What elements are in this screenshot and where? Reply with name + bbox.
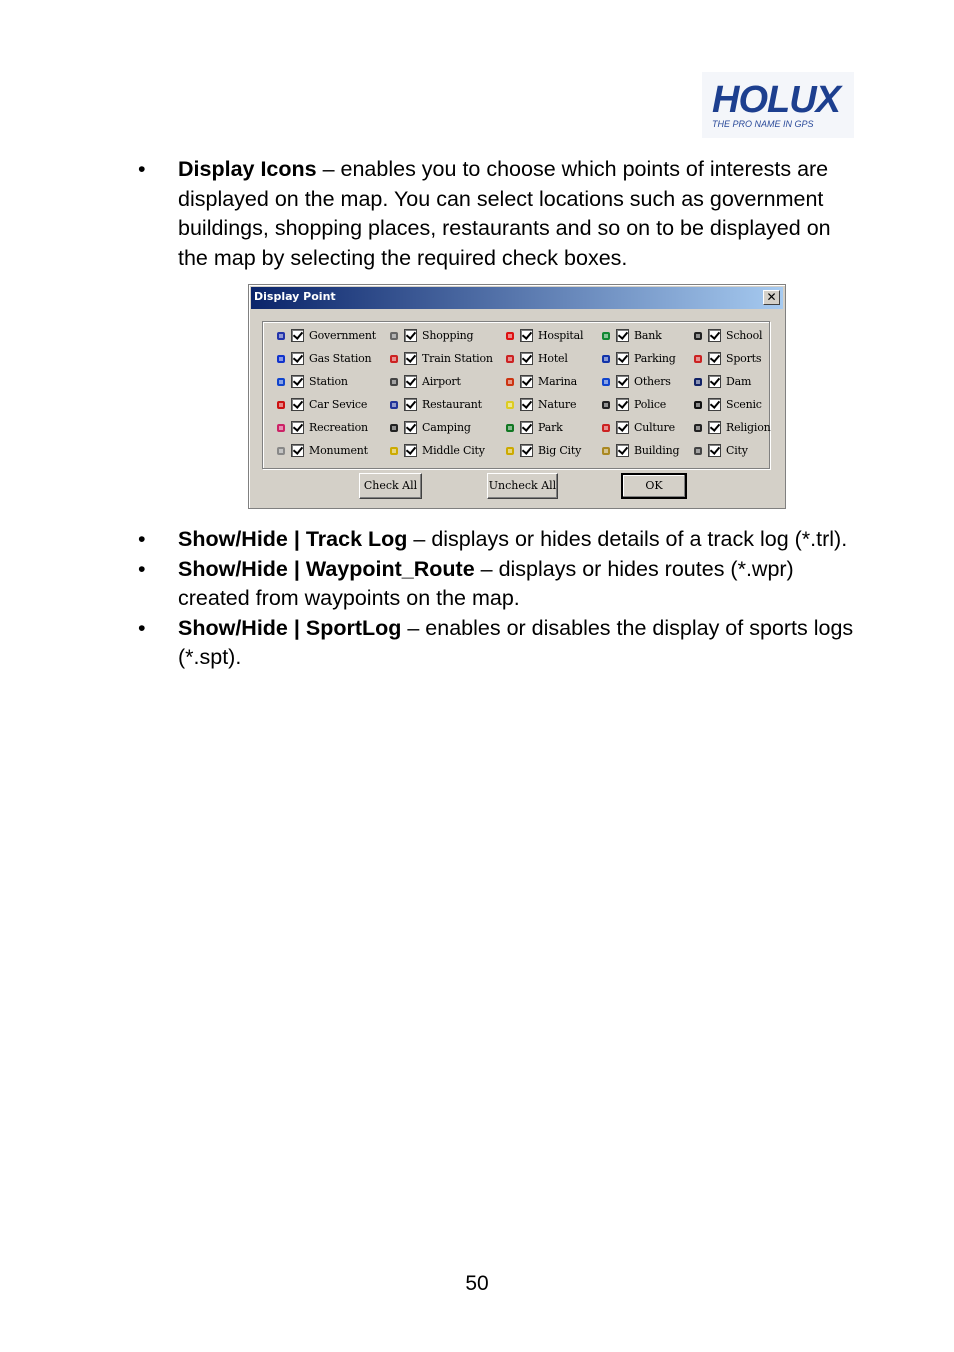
bullet-term: Show/Hide | Track Log <box>178 527 408 551</box>
poi-checkbox[interactable] <box>616 329 629 342</box>
car-service-icon <box>275 399 287 411</box>
poi-checkbox[interactable] <box>291 398 304 411</box>
city-icon <box>692 445 704 457</box>
poi-label: Restaurant <box>422 398 482 411</box>
poi-item <box>504 328 614 344</box>
poi-checkbox[interactable] <box>616 444 629 457</box>
poi-label: School <box>726 329 763 342</box>
police-icon <box>600 399 612 411</box>
gas-pump-icon <box>275 353 287 365</box>
poi-item <box>692 443 802 459</box>
uncheck-all-button[interactable]: Uncheck All <box>487 473 558 499</box>
tent-icon <box>388 422 400 434</box>
poi-checkbox[interactable] <box>291 421 304 434</box>
poi-item <box>504 351 614 367</box>
bullet-text: – enables or disables the display of sports logs (*.spt). <box>178 615 854 670</box>
poi-item <box>275 397 385 413</box>
poi-item <box>504 420 614 436</box>
anchor-icon <box>504 376 516 388</box>
train-icon <box>388 353 400 365</box>
page-number: 50 <box>465 1272 489 1295</box>
poi-label: Recreation <box>309 421 368 434</box>
culture-icon <box>600 422 612 434</box>
bullet-term: Display Icons <box>178 157 317 181</box>
religion-icon <box>692 422 704 434</box>
check-all-button[interactable]: Check All <box>359 473 422 499</box>
poi-label: Sports <box>726 352 762 365</box>
poi-checkbox[interactable] <box>520 444 533 457</box>
poi-item <box>275 374 385 390</box>
poi-item <box>388 420 498 436</box>
poi-item <box>692 420 802 436</box>
poi-label: Park <box>538 421 563 434</box>
camera-icon <box>692 399 704 411</box>
flag-icon <box>275 330 287 342</box>
poi-checkbox[interactable] <box>708 421 721 434</box>
poi-item <box>504 443 614 459</box>
poi-checkbox[interactable] <box>616 398 629 411</box>
plane-icon <box>388 376 400 388</box>
poi-label: Station <box>309 375 348 388</box>
logo-tagline: THE PRO NAME IN GPS <box>712 119 814 129</box>
poi-checkbox[interactable] <box>404 398 417 411</box>
poi-checkbox[interactable] <box>708 329 721 342</box>
monument-icon <box>275 445 287 457</box>
poi-item <box>388 374 498 390</box>
poi-checkbox[interactable] <box>404 329 417 342</box>
poi-checkbox[interactable] <box>404 375 417 388</box>
poi-label: Others <box>634 375 671 388</box>
poi-label: Train Station <box>422 352 493 365</box>
poi-checkbox[interactable] <box>291 375 304 388</box>
poi-checkbox[interactable] <box>520 329 533 342</box>
poi-label: Marina <box>538 375 578 388</box>
dot-icon <box>600 376 612 388</box>
bullet-sportlog: • Show/Hide | SportLog – enables or disables the display of sports logs (*.spt). <box>138 615 854 670</box>
poi-label: Nature <box>538 398 577 411</box>
smiley-icon <box>275 422 287 434</box>
poi-item <box>388 328 498 344</box>
poi-label: Government <box>309 329 376 342</box>
bullet-text: – displays or hides details of a track log (*.trl). <box>407 527 848 551</box>
car-icon <box>275 376 287 388</box>
poi-checkbox[interactable] <box>404 444 417 457</box>
poi-item <box>275 328 385 344</box>
display-point-dialog <box>248 284 786 509</box>
building-icon <box>600 445 612 457</box>
poi-label: Airport <box>422 375 461 388</box>
poi-label: Culture <box>634 421 675 434</box>
sun-icon <box>504 399 516 411</box>
poi-group <box>262 321 770 469</box>
poi-item <box>388 351 498 367</box>
dam-icon <box>692 376 704 388</box>
poi-label: Shopping <box>422 329 474 342</box>
poi-label: Hotel <box>538 352 568 365</box>
poi-item <box>504 397 614 413</box>
hotel-icon <box>504 353 516 365</box>
poi-label: Bank <box>634 329 662 342</box>
parking-icon <box>600 353 612 365</box>
globe-icon <box>600 330 612 342</box>
poi-item <box>692 351 802 367</box>
poi-label: Police <box>634 398 667 411</box>
poi-item <box>692 397 802 413</box>
ok-button[interactable]: OK <box>621 473 687 499</box>
logo-brand: HOLUX <box>712 79 840 121</box>
poi-item <box>692 374 802 390</box>
poi-checkbox[interactable] <box>616 421 629 434</box>
bullets-bottom <box>130 525 860 673</box>
poi-item <box>275 351 385 367</box>
bullet-waypoint-route: • Show/Hide | Waypoint_Route – displays or hides routes (*.wpr) created from waypoints on the map. <box>138 556 794 611</box>
poi-checkbox[interactable] <box>708 398 721 411</box>
poi-label: Building <box>634 444 680 457</box>
bullet-text: – displays or hides routes (*.wpr) created from waypoints on the map. <box>178 556 794 611</box>
fork-knife-icon <box>388 399 400 411</box>
poi-checkbox[interactable] <box>291 352 304 365</box>
close-icon: ✕ <box>766 290 777 304</box>
poi-item <box>388 443 498 459</box>
poi-item <box>275 420 385 436</box>
poi-label: Religion <box>726 421 771 434</box>
holux-logo <box>702 72 854 138</box>
poi-checkbox[interactable] <box>404 421 417 434</box>
poi-checkbox[interactable] <box>616 352 629 365</box>
dialog-titlebar <box>251 287 783 309</box>
big-city-icon <box>504 445 516 457</box>
poi-checkbox[interactable] <box>520 375 533 388</box>
bullet-text: – enables you to choose which points of interests are displayed on the map. You can select locations such as government buildings, shopping places, restaurants and so on to be displayed on the map by selecting the required check boxes. <box>178 157 831 270</box>
book-icon <box>692 330 704 342</box>
runner-icon <box>692 353 704 365</box>
poi-checkbox[interactable] <box>708 352 721 365</box>
poi-checkbox[interactable] <box>708 444 721 457</box>
poi-checkbox[interactable] <box>708 375 721 388</box>
poi-label: Dam <box>726 375 752 388</box>
hospital-icon <box>504 330 516 342</box>
poi-item <box>388 397 498 413</box>
poi-checkbox[interactable] <box>291 444 304 457</box>
dialog-title: Display Point <box>254 290 336 303</box>
poi-label: Monument <box>309 444 368 457</box>
bullet-track-log: • Show/Hide | Track Log – displays or hides details of a track log (*.trl). <box>138 527 848 551</box>
bullet-display-icons: • Display Icons – enables you to choose which points of interests are displayed on the map. You can select locations such as government buildings, shopping places, restaurants and so on to be displayed on the map by selecting the required check boxes. <box>138 157 831 270</box>
poi-label: Middle City <box>422 444 485 457</box>
poi-checkbox[interactable] <box>404 352 417 365</box>
bullets-top <box>130 155 860 273</box>
poi-label: City <box>726 444 748 457</box>
poi-label: Camping <box>422 421 471 434</box>
close-button[interactable] <box>763 290 780 305</box>
bullet-term: Show/Hide | SportLog <box>178 615 402 640</box>
bullet-term: Show/Hide | Waypoint_Route <box>178 556 475 581</box>
poi-checkbox[interactable] <box>520 352 533 365</box>
poi-label: Gas Station <box>309 352 372 365</box>
poi-checkbox[interactable] <box>520 421 533 434</box>
poi-checkbox[interactable] <box>616 375 629 388</box>
middle-city-icon <box>388 445 400 457</box>
tree-icon <box>504 422 516 434</box>
poi-checkbox[interactable] <box>291 329 304 342</box>
poi-item <box>275 443 385 459</box>
poi-label: Hospital <box>538 329 584 342</box>
poi-checkbox[interactable] <box>520 398 533 411</box>
poi-item <box>692 328 802 344</box>
poi-label: Scenic <box>726 398 762 411</box>
poi-label: Car Sevice <box>309 398 368 411</box>
poi-label: Big City <box>538 444 582 457</box>
cart-icon <box>388 330 400 342</box>
poi-label: Parking <box>634 352 676 365</box>
poi-item <box>504 374 614 390</box>
